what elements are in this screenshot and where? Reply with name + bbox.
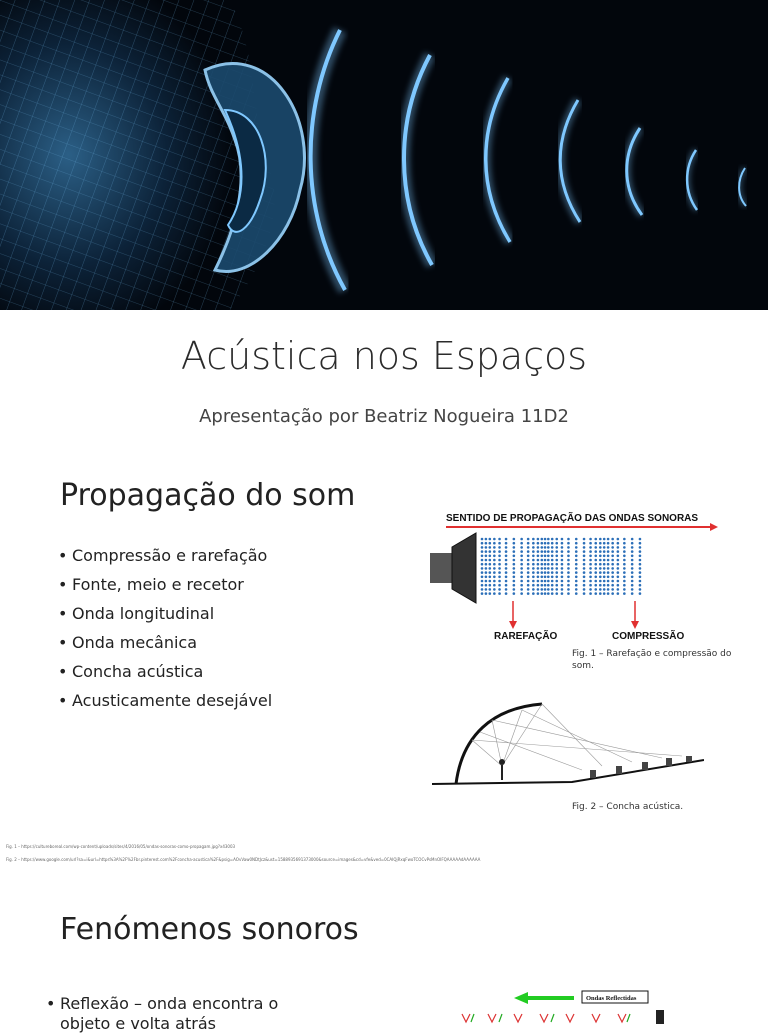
figure-acoustic-shell <box>432 696 704 790</box>
list-item: • Concha acústica <box>58 662 278 682</box>
figure-caption-1: Fig. 1 – Rarefação e compressão do som. <box>572 649 732 671</box>
slide-title-sound-phenomena: Fenómenos sonoros <box>60 912 359 947</box>
source-reference-1: Fig. 1 – https://cultureboreal.com/wp-content/uploads/sites/4/2016/05/ondas-sonoras-como-propagam.jpg?x43003 <box>6 844 236 849</box>
hero-ear-sound-waves-image <box>0 0 768 310</box>
list-item: • Reflexão – onda encontra o objeto e volta atrás <box>46 994 326 1034</box>
presentation-subtitle: Apresentação por Beatriz Nogueira 11D2 <box>199 406 569 427</box>
slide-title-propagation: Propagação do som <box>60 478 356 513</box>
phenomena-bullet-list <box>46 994 326 1034</box>
list-item: • Fonte, meio e recetor <box>58 575 278 595</box>
label-rarefaction: RAREFAÇÃO <box>494 631 558 642</box>
label-reflected-waves: Ondas Reflectidas <box>586 995 637 1002</box>
list-item: • Compressão e rarefação <box>58 546 278 566</box>
list-item: • Onda longitudinal <box>58 604 278 624</box>
source-reference-2: Fig. 2 – https://www.google.com/url?sa=i&url=https%3A%2F%2Fbr.pinterest.com%2Fconcha-acustica%2F&psig=AOvVaw0NDtJcz&ust=1588935691373000&source=images&cd=vfe&ved=0CAIQjRxqFwoTCOCvPsMnOIFQAAAAAdAAAAAA <box>6 857 481 862</box>
fig1-header: SENTIDO DE PROPAGAÇÃO DAS ONDAS SONORAS <box>446 513 699 524</box>
label-compression: COMPRESSÃO <box>612 631 685 642</box>
list-item: • Acusticamente desejável <box>58 691 278 711</box>
figure-rarefaction-compression <box>428 505 728 645</box>
air-particle-dots <box>481 538 642 595</box>
propagation-bullet-list <box>58 546 278 720</box>
figure-reflected-waves <box>450 988 690 1024</box>
figure-caption-2: Fig. 2 – Concha acústica. <box>572 802 684 812</box>
presentation-title: Acústica nos Espaços <box>180 334 588 378</box>
list-item: • Onda mecânica <box>58 633 278 653</box>
